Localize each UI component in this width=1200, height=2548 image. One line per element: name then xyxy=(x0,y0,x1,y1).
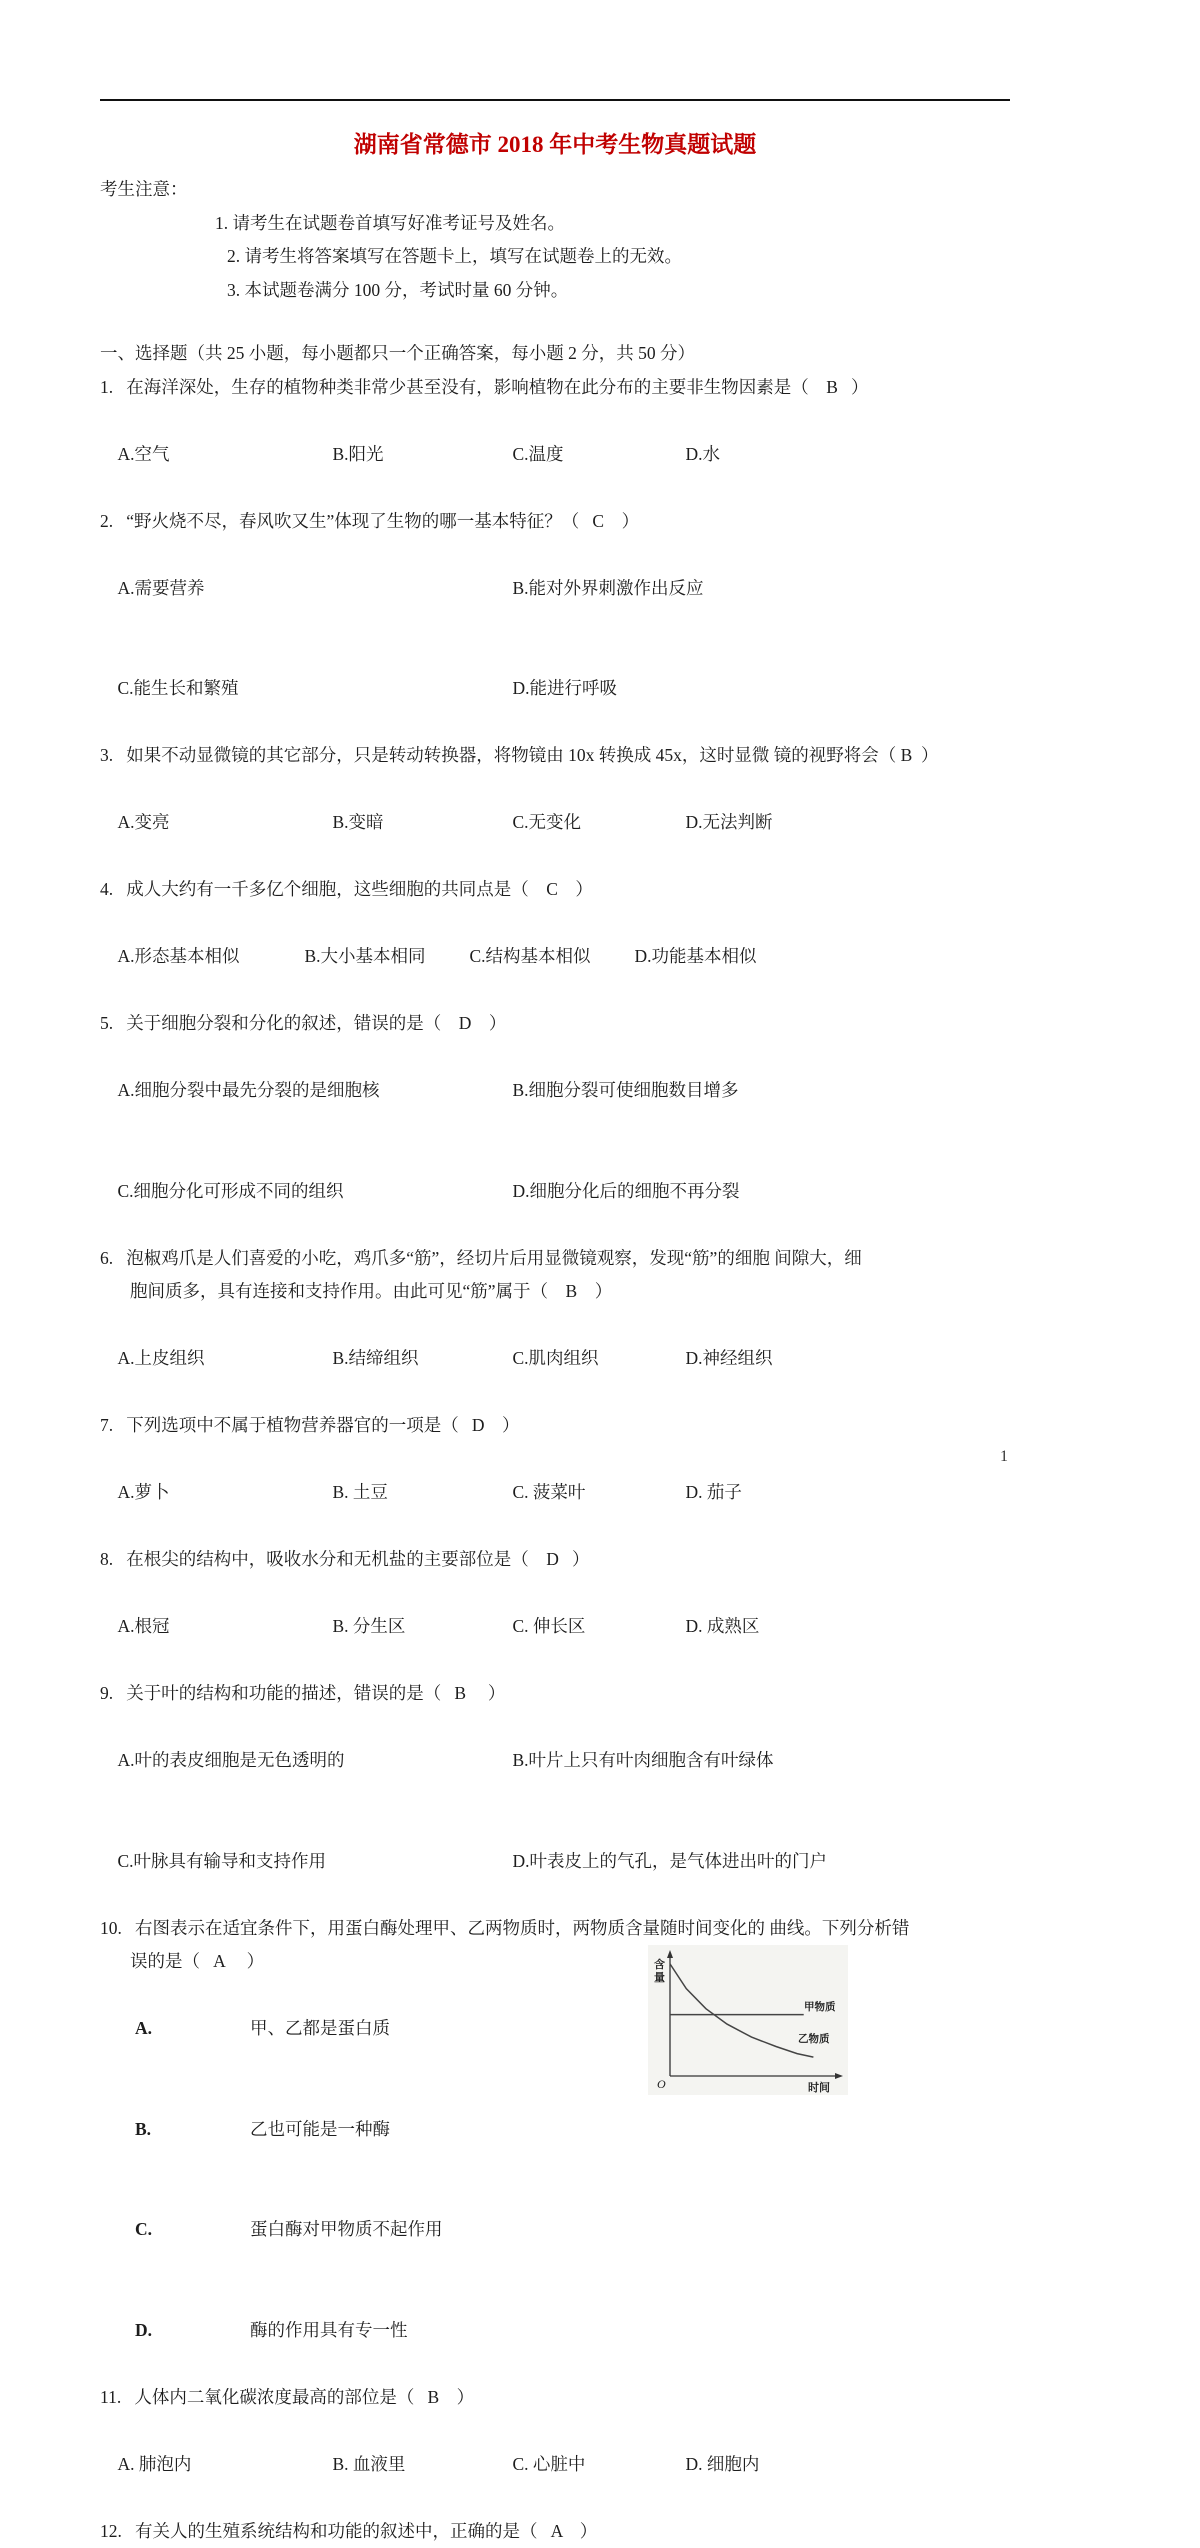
option: C.能生长和繁殖 xyxy=(118,672,513,706)
question-options-3 xyxy=(100,773,1010,874)
option: B.大小基本相同 xyxy=(305,940,470,974)
option-text: 甲、乙都是蛋白质 xyxy=(250,2012,390,2046)
question-options-5 xyxy=(100,1041,1010,1142)
question-stem-6: 6. 泡椒鸡爪是人们喜爱的小吃，鸡爪多“筋”，经切片后用显微镜观察，发现“筋”的细胞 间隙大，细 xyxy=(100,1242,1010,1276)
option: A.形态基本相似 xyxy=(118,940,305,974)
page-title: 湖南省常德市 2018 年中考生物真题试题 xyxy=(100,125,1010,165)
question-options-7 xyxy=(100,1443,1010,1544)
question-10-options xyxy=(100,1945,648,2381)
option: C.肌肉组织 xyxy=(513,1342,686,1376)
question-stem-10-continued: 误的是（ A ） xyxy=(100,1945,648,1979)
option: B.细胞分裂可使细胞数目增多 xyxy=(513,1074,739,1108)
question-stem-10: 10. 右图表示在适宜条件下，用蛋白酶处理甲、乙两物质时，两物质含量随时间变化的 曲线。下列分析错 xyxy=(100,1912,1010,1946)
option: C.无变化 xyxy=(513,806,686,840)
option: D.神经组织 xyxy=(686,1342,773,1376)
question-stem-8: 8. 在根尖的结构中，吸收水分和无机盐的主要部位是（ D ） xyxy=(100,1543,1010,1577)
option-row xyxy=(100,2180,648,2281)
protein-enzyme-line-chart xyxy=(648,1945,848,2095)
option: D.水 xyxy=(686,438,721,472)
question-options-6 xyxy=(100,1309,1010,1410)
option: D.能进行呼吸 xyxy=(513,672,618,706)
notice-item: 1. 请考生在试题卷首填写好准考证号及姓名。 xyxy=(215,207,1010,241)
chart-x-axis-label: 时间 xyxy=(808,2080,830,2094)
option: C.叶脉具有输导和支持作用 xyxy=(118,1845,513,1879)
question-stem-11: 11. 人体内二氧化碳浓度最高的部位是（ B ） xyxy=(100,2381,1010,2415)
notice-item: 2. 请考生将答案填写在答题卡上，填写在试题卷上的无效。 xyxy=(227,240,1010,274)
question-10-body xyxy=(100,1945,1010,2381)
question-10-figure xyxy=(648,1945,848,2381)
chart-y-axis-label: 含量 xyxy=(654,1957,665,1984)
chart-origin-label: O xyxy=(657,2077,666,2091)
notice-label: 考生注意： xyxy=(100,173,1010,207)
option: C.结构基本相似 xyxy=(470,940,635,974)
question-options-2 xyxy=(100,538,1010,639)
question-stem-5: 5. 关于细胞分裂和分化的叙述，错误的是（ D ） xyxy=(100,1007,1010,1041)
option-row xyxy=(100,2079,648,2180)
question-options-1 xyxy=(100,404,1010,505)
option: D.细胞分化后的细胞不再分裂 xyxy=(513,1175,740,1209)
question-stem-4: 4. 成人大约有一千多亿个细胞，这些细胞的共同点是（ C ） xyxy=(100,873,1010,907)
option: B.能对外界刺激作出反应 xyxy=(513,572,704,606)
option-row xyxy=(100,2280,648,2381)
question-stem-3: 3. 如果不动显微镜的其它部分，只是转动转换器，将物镜由 10x 转换成 45x，这时显微 镜的视野将会（ B ） xyxy=(100,739,1010,773)
top-horizontal-rule xyxy=(100,99,1010,101)
question-options-9 xyxy=(100,1811,1010,1912)
option: A. 肺泡内 xyxy=(118,2448,333,2482)
option-text: 蛋白酶对甲物质不起作用 xyxy=(250,2213,443,2247)
question-stem-7: 7. 下列选项中不属于植物营养器官的一项是（ D ） xyxy=(100,1409,1010,1443)
option: B. 分生区 xyxy=(333,1610,513,1644)
option-letter: A. xyxy=(135,2012,250,2046)
option: B.叶片上只有叶肉细胞含有叶绿体 xyxy=(513,1744,774,1778)
option-letter: D. xyxy=(135,2314,250,2348)
option: D.叶表皮上的气孔，是气体进出叶的门户 xyxy=(513,1845,828,1879)
page-number: 1 xyxy=(1000,1448,1008,1466)
chart-background xyxy=(648,1945,848,2095)
option: A.根冠 xyxy=(118,1610,333,1644)
question-options-8 xyxy=(100,1577,1010,1678)
option: A.细胞分裂中最先分裂的是细胞核 xyxy=(118,1074,513,1108)
question-options-5 xyxy=(100,1141,1010,1242)
question-options-4 xyxy=(100,907,1010,1008)
option: A.变亮 xyxy=(118,806,333,840)
option: A.需要营养 xyxy=(118,572,513,606)
option: D. 细胞内 xyxy=(686,2448,760,2482)
question-stem-9: 9. 关于叶的结构和功能的描述，错误的是（ B ） xyxy=(100,1677,1010,1711)
option: A.叶的表皮细胞是无色透明的 xyxy=(118,1744,513,1778)
option: C.细胞分化可形成不同的组织 xyxy=(118,1175,513,1209)
option-letter: C. xyxy=(135,2213,250,2247)
option: C. 伸长区 xyxy=(513,1610,686,1644)
option: A.萝卜 xyxy=(118,1476,333,1510)
question-stem-12: 12. 有关人的生殖系统结构和功能的叙述中，正确的是（ A ） xyxy=(100,2515,1010,2548)
option-text: 酶的作用具有专一性 xyxy=(250,2314,408,2348)
option-text: 乙也可能是一种酶 xyxy=(250,2113,390,2147)
option: B.阳光 xyxy=(333,438,513,472)
option: B. 血液里 xyxy=(333,2448,513,2482)
question-stem-6-continued: 胞间质多，具有连接和支持作用。由此可见“筋”属于（ B ） xyxy=(100,1275,1010,1309)
option: B.结缔组织 xyxy=(333,1342,513,1376)
question-options-9 xyxy=(100,1711,1010,1812)
option: D. 茄子 xyxy=(686,1476,742,1510)
question-options-2 xyxy=(100,639,1010,740)
option: B.变暗 xyxy=(333,806,513,840)
option: A.上皮组织 xyxy=(118,1342,333,1376)
option-letter: B. xyxy=(135,2113,250,2147)
option: B. 土豆 xyxy=(333,1476,513,1510)
question-options-11 xyxy=(100,2414,1010,2515)
option: A.空气 xyxy=(118,438,333,472)
option: D. 成熟区 xyxy=(686,1610,760,1644)
series-label-yiwuzhi: 乙物质 xyxy=(798,2032,830,2045)
option: C. 心脏中 xyxy=(513,2448,686,2482)
question-stem-1: 1. 在海洋深处，生存的植物种类非常少甚至没有，影响植物在此分布的主要非生物因素是（ B ） xyxy=(100,371,1010,405)
option: C. 菠菜叶 xyxy=(513,1476,686,1510)
notice-item: 3. 本试题卷满分 100 分，考试时量 60 分钟。 xyxy=(227,274,1010,308)
option-row xyxy=(100,1979,648,2080)
question-stem-2: 2. “野火烧不尽，春风吹又生”体现了生物的哪一基本特征？（ C ） xyxy=(100,505,1010,539)
option: D.无法判断 xyxy=(686,806,773,840)
option: D.功能基本相似 xyxy=(635,940,757,974)
option: C.温度 xyxy=(513,438,686,472)
section-header: 一、选择题（共 25 小题，每小题都只一个正确答案，每小题 2 分，共 50 分） xyxy=(100,337,1010,371)
series-label-jiawuzhi: 甲物质 xyxy=(804,2000,836,2013)
